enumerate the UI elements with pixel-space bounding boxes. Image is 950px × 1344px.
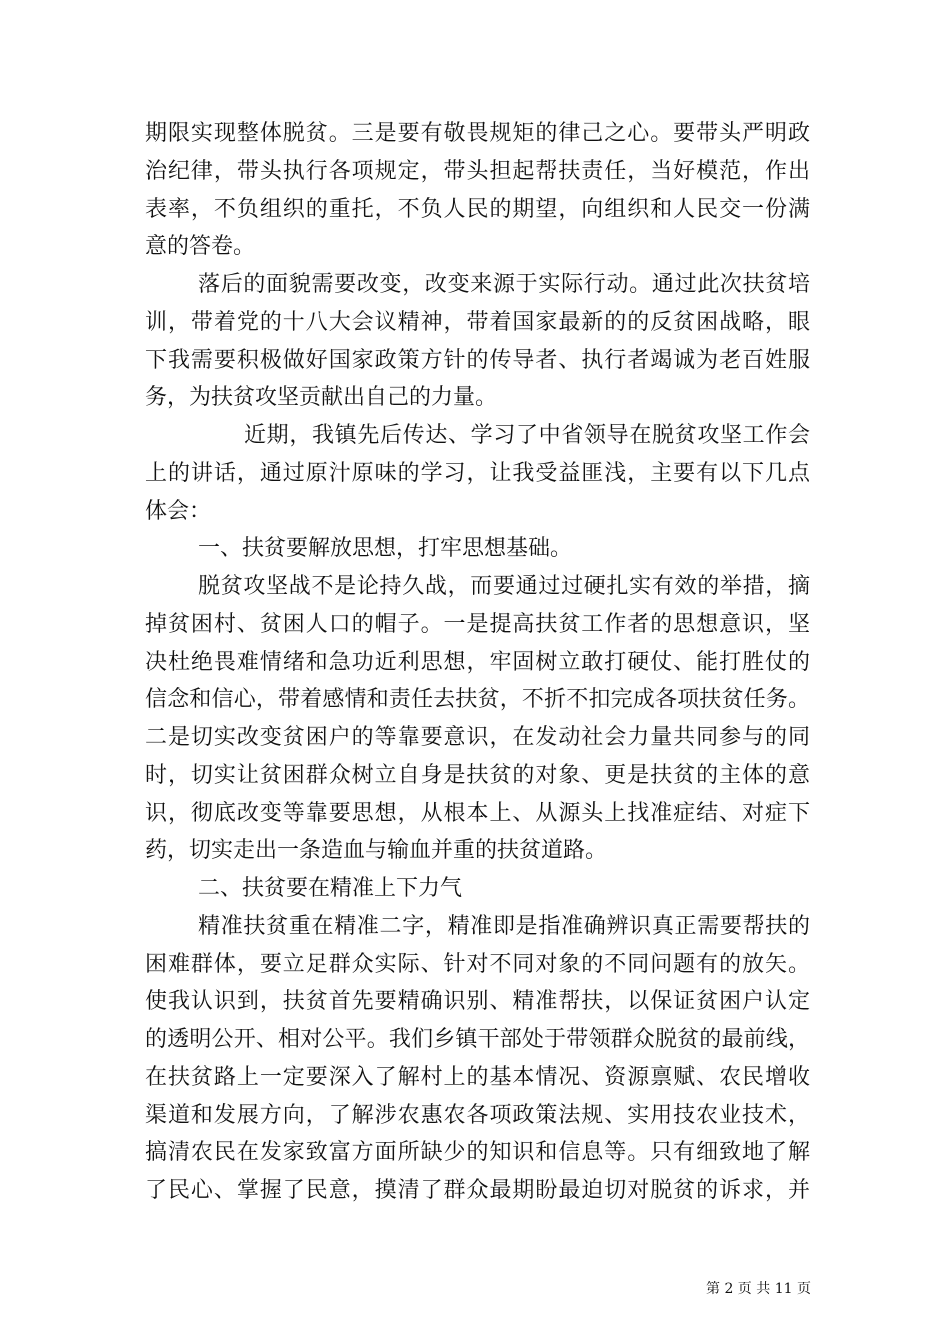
section-heading: 一、扶贫要解放思想，打牢思想基础。 — [198, 536, 573, 561]
body-line: 二是切实改变贫困户的等靠要意识，在发动社会力量共同参与的同 — [145, 725, 810, 750]
body-line: 决杜绝畏难情绪和急功近利思想，牢固树立敢打硬仗、能打胜仗的 — [145, 650, 810, 675]
body-line: 搞清农民在发家致富方面所缺少的知识和信息等。只有细致地了解 — [145, 1140, 810, 1165]
body-line: 的透明公开、相对公平。我们乡镇干部处于带领群众脱贫的最前线， — [145, 1027, 810, 1052]
body-line: 下我需要积极做好国家政策方针的传导者、执行者竭诚为老百姓服 — [145, 348, 810, 373]
body-line: 使我认识到，扶贫首先要精确识别、精准帮扶，以保证贫困户认定 — [145, 989, 810, 1014]
body-line: 表率，不负组织的重托，不负人民的期望，向组织和人民交一份满 — [145, 197, 810, 222]
body-line: 掉贫困村、贫困人口的帽子。一是提高扶贫工作者的思想意识，坚 — [145, 612, 810, 637]
paragraph-start-line: 近期，我镇先后传达、学习了中省领导在脱贫攻坚工作会 — [244, 423, 810, 448]
body-line: 训，带着党的十八大会议精神，带着国家最新的的反贫困战略，眼 — [145, 310, 810, 335]
body-line: 治纪律，带头执行各项规定，带头担起帮扶责任，当好模范，作出 — [145, 159, 810, 184]
section-heading: 二、扶贫要在精准上下力气 — [198, 876, 463, 901]
body-line: 信念和信心，带着感情和责任去扶贫，不折不扣完成各项扶贫任务。 — [145, 687, 810, 712]
body-line: 务，为扶贫攻坚贡献出自己的力量。 — [145, 385, 498, 410]
body-line: 在扶贫路上一定要深入了解村上的基本情况、资源禀赋、农民增收 — [145, 1065, 810, 1090]
body-line: 上的讲话，通过原汁原味的学习，让我受益匪浅，主要有以下几点 — [145, 461, 810, 486]
body-line: 期限实现整体脱贫。三是要有敬畏规矩的律己之心。要带头严明政 — [145, 121, 810, 146]
body-line: 意的答卷。 — [145, 234, 256, 259]
body-line: 识，彻底改变等靠要思想，从根本上、从源头上找准症结、对症下 — [145, 801, 810, 826]
paragraph-start-line: 精准扶贫重在精准二字，精准即是指准确辨识真正需要帮扶的 — [198, 914, 810, 939]
body-line: 时，切实让贫困群众树立自身是扶贫的对象、更是扶贫的主体的意 — [145, 763, 810, 788]
body-line: 困难群体，要立足群众实际、针对不同对象的不同问题有的放矢。 — [145, 952, 810, 977]
paragraph-start-line: 落后的面貌需要改变，改变来源于实际行动。通过此次扶贫培 — [198, 272, 810, 297]
body-line: 药，切实走出一条造血与输血并重的扶贫道路。 — [145, 838, 608, 863]
page-number-footer: 第 2 页 共 11 页 — [706, 1281, 811, 1297]
body-line: 了民心、掌握了民意，摸清了群众最期盼最迫切对脱贫的诉求，并 — [145, 1178, 810, 1203]
paragraph-start-line: 脱贫攻坚战不是论持久战，而要通过过硬扎实有效的举措，摘 — [198, 574, 810, 599]
body-line: 渠道和发展方向，了解涉农惠农各项政策法规、实用技农业技术， — [145, 1103, 810, 1128]
body-line: 体会： — [145, 499, 212, 524]
